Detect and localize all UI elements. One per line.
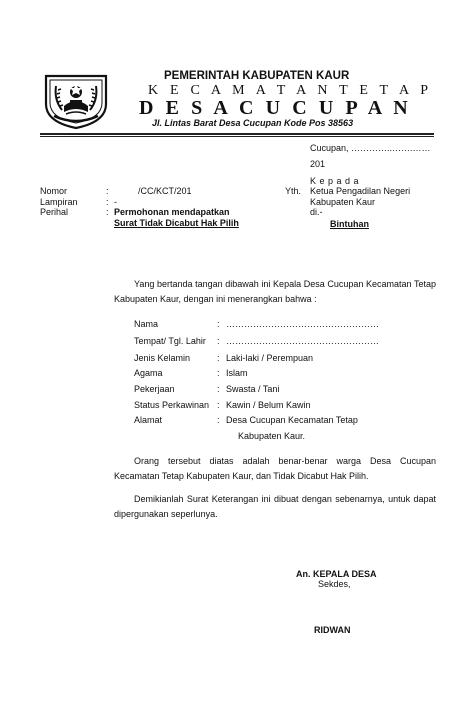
header-divider-thick — [40, 133, 434, 135]
field-colon: : — [217, 368, 220, 378]
field-colon: : — [217, 336, 220, 346]
header-district: K E C A M A T A N T E T A P — [148, 83, 433, 98]
signature-role: Sekdes, — [318, 579, 351, 589]
field-colon: : — [217, 353, 220, 363]
field-value-nama: …………………………………………… — [226, 319, 379, 329]
intro-paragraph: Yang bertanda tangan dibawah ini Kepala Desa Cucupan Kecamatan Tetap Kabupaten Kaur, dengan ini menerangkan bahwa : — [114, 279, 436, 304]
header-village: D E S A C U C U P A N — [139, 97, 412, 119]
closing-paragraph: Demikianlah Surat Keterangan ini dibuat dengan sebenarnya, untuk dapat dipergunakan seperlunya. — [114, 494, 436, 519]
signature-name: RIDWAN — [314, 625, 351, 635]
lampiran-colon: : — [106, 197, 109, 207]
field-value-status: Kawin / Belum Kawin — [226, 400, 311, 410]
field-colon: : — [217, 415, 220, 425]
header-government: PEMERINTAH KABUPATEN KAUR — [164, 70, 350, 82]
field-colon: : — [217, 319, 220, 329]
field-label-pekerjaan: Pekerjaan — [134, 384, 175, 394]
recipient-yth: Yth. — [285, 186, 302, 196]
perihal-label: Perihal — [40, 207, 69, 217]
recipient-di: di.- — [310, 207, 323, 217]
nomor-label: Nomor — [40, 186, 68, 196]
field-label-status: Status Perkawinan — [134, 400, 210, 410]
field-value-jenis-kelamin: Laki-laki / Perempuan — [226, 353, 314, 363]
field-value-pekerjaan: Swasta / Tani — [226, 384, 280, 394]
perihal-line2: Surat Tidak Dicabut Hak Pilih — [114, 218, 239, 228]
perihal-line1: Permohonan mendapatkan — [114, 207, 230, 217]
field-label-alamat: Alamat — [134, 415, 163, 425]
perihal-colon: : — [106, 207, 109, 217]
signature-title: An. KEPALA DESA — [296, 569, 377, 579]
nomor-colon: : — [106, 186, 109, 196]
header-address: Jl. Lintas Barat Desa Cucupan Kode Pos 38563 — [152, 118, 354, 128]
field-label-agama: Agama — [134, 368, 163, 378]
header-divider-thin — [40, 136, 434, 137]
recipient-line1: Ketua Pengadilan Negeri — [310, 186, 411, 196]
field-label-jenis-kelamin: Jenis Kelamin — [134, 353, 191, 363]
field-colon: : — [217, 400, 220, 410]
field-value-alamat: Desa Cucupan Kecamatan Tetap — [226, 415, 358, 425]
nomor-value: /CC/KCT/201 — [138, 186, 192, 196]
field-value-agama: Islam — [226, 368, 248, 378]
recipient-kepada: K e p a d a — [310, 176, 360, 186]
field-label-ttl: Tempat/ Tgl. Lahir — [134, 336, 206, 346]
kabupaten-emblem-logo — [40, 66, 112, 130]
date-year: 201 — [310, 159, 326, 169]
recipient-line2: Kabupaten Kaur — [310, 197, 376, 207]
date-place: Cucupan, …………..…….…… — [310, 143, 431, 153]
field-label-nama: Nama — [134, 319, 159, 329]
statement-paragraph: Orang tersebut diatas adalah benar-benar warga Desa Cucupan Kecamatan Tetap Kabupaten Kaur, dan Tidak Dicabut Hak Pilih. — [114, 456, 436, 481]
recipient-city: Bintuhan — [330, 219, 369, 229]
field-value-ttl: …………………………………………… — [226, 336, 379, 346]
field-value-alamat-2: Kabupaten Kaur. — [238, 431, 306, 441]
field-colon: : — [217, 384, 220, 394]
lampiran-label: Lampiran — [40, 197, 78, 207]
lampiran-value: - — [114, 197, 117, 207]
